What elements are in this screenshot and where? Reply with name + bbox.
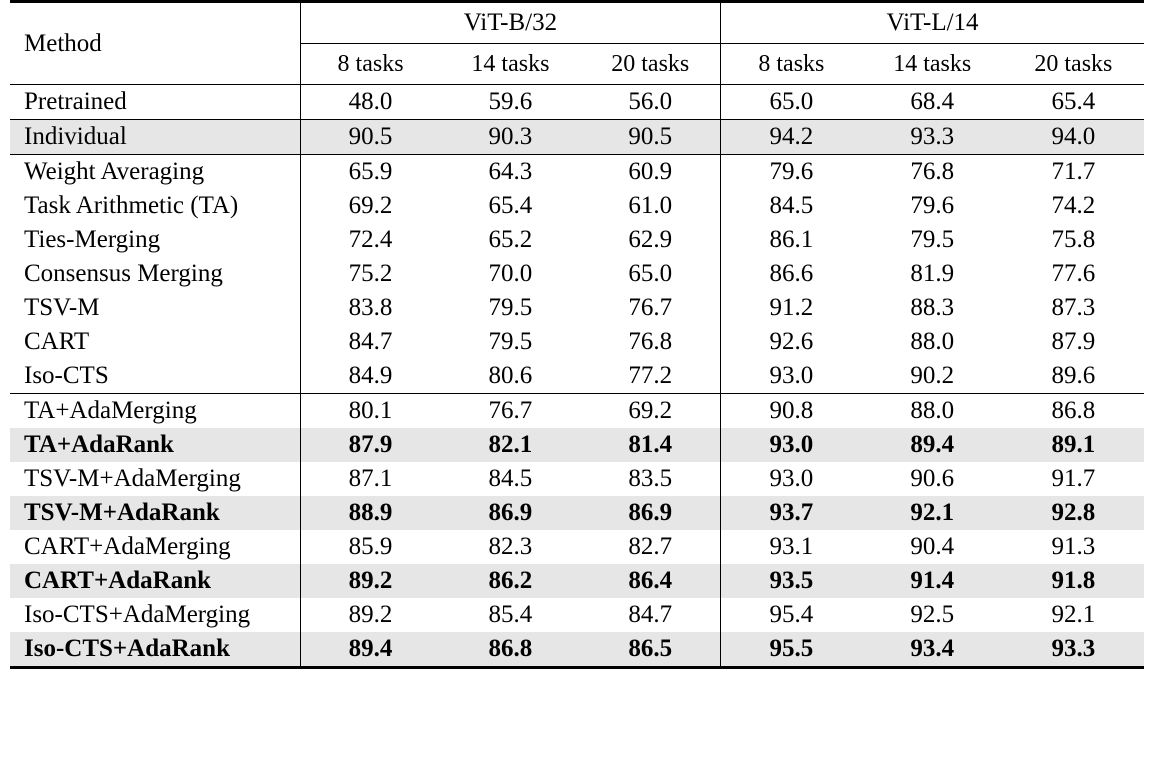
column-header-method: Method [24, 29, 102, 57]
cell-value: 86.1 [721, 223, 862, 257]
row-label: Iso-CTS [24, 362, 109, 389]
cell-value: 84.5 [721, 189, 862, 223]
table-row [10, 291, 1144, 325]
column-header-ViTB32-8-tasks: 8 tasks [300, 44, 440, 85]
row-label: Pretrained [24, 88, 127, 115]
row-label: Iso-CTS+AdaMerging [24, 601, 251, 628]
cell-value: 70.0 [488, 260, 533, 287]
cell-value: 65.4 [1051, 88, 1096, 115]
results-table-body [10, 2, 1144, 670]
row-label: Iso-CTS+AdaRank [10, 632, 300, 668]
cell-value: 65.0 [628, 260, 673, 287]
cell-value: 76.7 [488, 397, 533, 424]
cell-value: 75.2 [300, 257, 440, 291]
row-label: TA+AdaMerging [24, 397, 197, 424]
cell-value: 89.4 [300, 632, 440, 668]
cell-value: 90.2 [910, 362, 955, 389]
cell-value: 76.7 [628, 294, 673, 321]
row-label-emphasis: AdaRank [116, 499, 220, 526]
cell-value: 79.6 [910, 192, 955, 219]
cell-value: 92.6 [721, 325, 862, 359]
cell-value: 93.3 [862, 120, 1003, 155]
cell-value: 88.9 [300, 496, 440, 530]
cell-value: 87.9 [300, 428, 440, 462]
cell-value: 80.6 [488, 362, 533, 389]
table-row [10, 394, 1144, 428]
cell-value: 65.0 [721, 85, 862, 120]
cell-value: 84.7 [300, 325, 440, 359]
cell-value: 89.1 [1003, 428, 1144, 462]
cell-value: 84.9 [300, 359, 440, 394]
cell-value: 82.1 [440, 428, 580, 462]
table-row [10, 564, 1144, 598]
table-row [10, 462, 1144, 496]
row-label: TA+AdaRank [10, 428, 300, 462]
table-row [10, 120, 1144, 155]
cell-value: 79.5 [910, 226, 955, 253]
cell-value: 86.9 [580, 496, 720, 530]
row-label: CART+AdaRank [10, 564, 300, 598]
cell-value: 92.1 [862, 496, 1003, 530]
cell-value: 56.0 [628, 88, 673, 115]
row-label: TSV-M+AdaMerging [24, 465, 241, 492]
cell-value: 87.1 [300, 462, 440, 496]
cell-value: 93.0 [721, 428, 862, 462]
cell-value: 90.5 [580, 120, 720, 155]
cell-value: 65.4 [488, 192, 533, 219]
table-row [10, 632, 1144, 668]
cell-value: 69.2 [300, 189, 440, 223]
cell-value: 69.2 [628, 397, 673, 424]
cell-value: 83.5 [628, 465, 673, 492]
cell-value: 64.3 [488, 158, 533, 185]
cell-value: 90.3 [440, 120, 580, 155]
row-label: Task Arithmetic (TA) [24, 192, 239, 219]
cell-value: 91.2 [721, 291, 862, 325]
cell-value: 75.8 [1051, 226, 1096, 253]
cell-value: 84.7 [628, 601, 673, 628]
cell-value: 93.3 [1003, 632, 1144, 668]
cell-value: 80.1 [300, 394, 440, 428]
cell-value: 77.6 [1051, 260, 1096, 287]
results-table [10, 0, 1144, 669]
cell-value: 48.0 [300, 85, 440, 120]
cell-value: 68.4 [910, 88, 955, 115]
cell-value: 90.5 [300, 120, 440, 155]
cell-value: 85.9 [300, 530, 440, 564]
cell-value: 95.5 [721, 632, 862, 668]
cell-value: 93.0 [721, 462, 862, 496]
column-header-ViTL14-20-tasks: 20 tasks [1034, 50, 1113, 77]
cell-value: 94.0 [1003, 120, 1144, 155]
table-row [10, 359, 1144, 394]
column-header-ViTL14-14-tasks: 14 tasks [893, 50, 972, 77]
cell-value: 92.5 [910, 601, 955, 628]
column-header-ViTL14-8-tasks: 8 tasks [721, 44, 862, 85]
row-label-emphasis: AdaRank [71, 431, 174, 458]
cell-value: 86.8 [440, 632, 580, 668]
cell-value: 83.8 [300, 291, 440, 325]
cell-value: 71.7 [1051, 158, 1096, 185]
rule [10, 668, 1144, 670]
cell-value: 82.7 [628, 533, 673, 560]
table-row [10, 428, 1144, 462]
table-row [10, 257, 1144, 291]
cell-value: 92.1 [1051, 601, 1096, 628]
table-row [10, 189, 1144, 223]
cell-value: 86.5 [580, 632, 720, 668]
cell-value: 90.6 [910, 465, 955, 492]
cell-value: 94.2 [721, 120, 862, 155]
row-label: Weight Averaging [24, 158, 205, 185]
row-label-emphasis: AdaRank [127, 635, 230, 662]
cell-value: 79.5 [488, 328, 533, 355]
cell-value: 65.2 [488, 226, 533, 253]
cell-value: 61.0 [628, 192, 673, 219]
cell-value: 74.2 [1051, 192, 1096, 219]
cell-value: 91.3 [1051, 533, 1096, 560]
row-label: CART+AdaMerging [24, 533, 231, 560]
header-group-row [10, 3, 1144, 44]
row-label: CART [24, 328, 90, 355]
cell-value: 93.5 [721, 564, 862, 598]
cell-value: 77.2 [628, 362, 673, 389]
cell-value: 86.2 [440, 564, 580, 598]
column-header-ViTB32-20-tasks: 20 tasks [611, 50, 690, 77]
cell-value: 90.4 [910, 533, 955, 560]
cell-value: 79.6 [721, 155, 862, 189]
cell-value: 88.0 [910, 397, 955, 424]
cell-value: 91.7 [1051, 465, 1096, 492]
cell-value: 86.8 [1051, 397, 1096, 424]
cell-value: 81.4 [580, 428, 720, 462]
cell-value: 76.8 [910, 158, 955, 185]
row-label: Consensus Merging [24, 260, 223, 287]
cell-value: 91.8 [1003, 564, 1144, 598]
cell-value: 84.5 [488, 465, 533, 492]
row-label: TSV-M+AdaRank [10, 496, 300, 530]
cell-value: 93.4 [862, 632, 1003, 668]
cell-value: 89.2 [300, 598, 440, 632]
table-row [10, 85, 1144, 120]
cell-value: 59.6 [488, 88, 533, 115]
cell-value: 89.4 [862, 428, 1003, 462]
table-bottom-rule [10, 668, 1144, 670]
cell-value: 72.4 [300, 223, 440, 257]
cell-value: 86.6 [721, 257, 862, 291]
table-row [10, 325, 1144, 359]
cell-value: 88.0 [910, 328, 955, 355]
cell-value: 89.6 [1051, 362, 1096, 389]
column-group-header-2: ViT-L/14 [721, 3, 1144, 44]
cell-value: 91.4 [862, 564, 1003, 598]
cell-value: 85.4 [488, 601, 533, 628]
cell-value: 81.9 [910, 260, 955, 287]
row-label: TSV-M [24, 294, 100, 321]
cell-value: 93.1 [721, 530, 862, 564]
cell-value: 86.4 [580, 564, 720, 598]
cell-value: 79.5 [488, 294, 533, 321]
table-row [10, 223, 1144, 257]
cell-value: 76.8 [628, 328, 673, 355]
cell-value: 93.7 [721, 496, 862, 530]
table-row [10, 530, 1144, 564]
cell-value: 65.9 [300, 155, 440, 189]
cell-value: 86.9 [440, 496, 580, 530]
cell-value: 88.3 [910, 294, 955, 321]
cell-value: 93.0 [721, 359, 862, 394]
cell-value: 90.8 [721, 394, 862, 428]
cell-value: 87.9 [1051, 328, 1096, 355]
table-row [10, 598, 1144, 632]
table-row [10, 155, 1144, 189]
row-label: Individual [10, 120, 300, 155]
cell-value: 62.9 [628, 226, 673, 253]
cell-value: 89.2 [300, 564, 440, 598]
cell-value: 95.4 [721, 598, 862, 632]
row-label: Ties-Merging [24, 226, 161, 253]
row-label-emphasis: AdaRank [108, 567, 212, 594]
cell-value: 92.8 [1003, 496, 1144, 530]
cell-value: 82.3 [488, 533, 533, 560]
cell-value: 60.9 [628, 158, 673, 185]
cell-value: 87.3 [1051, 294, 1096, 321]
table-row [10, 496, 1144, 530]
column-group-header-1: ViT-B/32 [300, 3, 720, 44]
column-header-ViTB32-14-tasks: 14 tasks [471, 50, 550, 77]
